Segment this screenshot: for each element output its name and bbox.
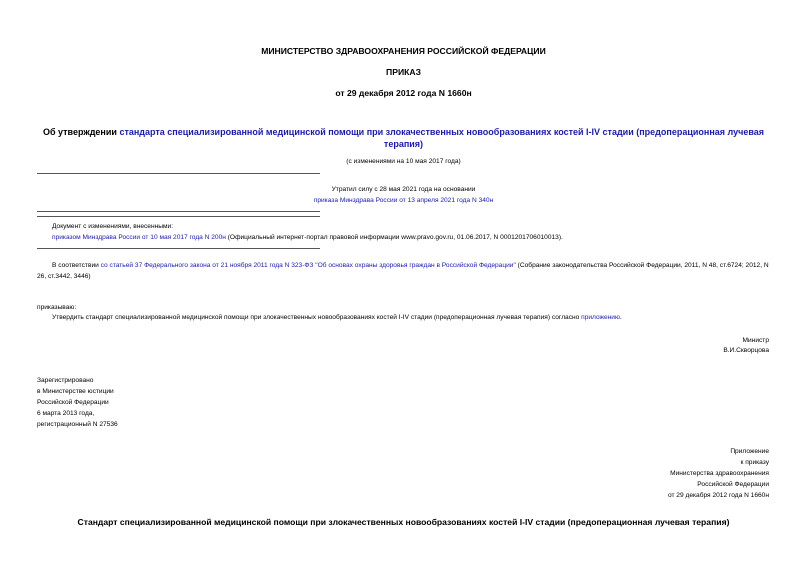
- preamble-tail: (Собрание законодательства Российской Федерации, 2011, N 48, ст.6724; 2012, N 26, ст.3442, 3446): [37, 262, 769, 280]
- divider: [37, 248, 320, 249]
- preamble-paragraph: [37, 260, 775, 282]
- order-text: Утвердить стандарт специализированной медицинской помощи при злокачественных новообразованиях костей I-IV стадии (предоперационная лучевая терапия) согласно: [52, 314, 582, 321]
- title-standard-link[interactable]: стандарта специализированной медицинской помощи при злокачественных новообразованиях костей I-IV стадии (предоперационная лучевая терапия): [119, 127, 765, 149]
- appendix-link[interactable]: приложению: [581, 314, 620, 321]
- changes-label: Документ с изменениями, внесенными:: [52, 223, 174, 230]
- changes-order-link[interactable]: приказом Минздрава России от 10 мая 2017 года N 200н: [52, 234, 226, 241]
- title-prefix: Об утверждении: [42, 127, 120, 137]
- registration-line: 6 марта 2013 года,: [37, 410, 95, 417]
- preamble-lead: В соответствии: [52, 262, 101, 269]
- signature-position: Министр: [742, 337, 769, 344]
- changes-tail: (Официальный интернет-портал правовой информации www.pravo.gov.ru, 01.06.2017, N 0001201706010013).: [225, 234, 563, 241]
- registration-line: Российской Федерации: [37, 399, 109, 406]
- invalidated-link[interactable]: приказа Минздрава России от 13 апреля 2021 года N 340н: [313, 197, 494, 204]
- standard-title: Стандарт специализированной медицинской помощи при злокачественных новообразованиях костей I-IV стадии (предоперационная лучевая терапия): [77, 517, 730, 527]
- signature-name: В.И.Скворцова: [723, 347, 769, 354]
- registration-line: Зарегистрировано: [37, 377, 94, 384]
- ministry-heading: МИНИСТЕРСТВО ЗДРАВООХРАНЕНИЯ РОССИЙСКОЙ ФЕДЕРАЦИИ: [261, 46, 546, 56]
- registration-line: регистрационный N 27536: [37, 421, 118, 428]
- order-label: приказываю:: [37, 304, 77, 311]
- appendix-line: Приложение: [730, 448, 769, 455]
- order-end: .: [619, 314, 622, 321]
- invalidated-text: Утратил силу с 28 мая 2021 года на основании: [331, 186, 476, 193]
- appendix-line: от 29 декабря 2012 года N 1660н: [667, 492, 769, 499]
- divider: [37, 211, 320, 212]
- amendments-note: (с изменениями на 10 мая 2017 года): [346, 158, 461, 165]
- law-link[interactable]: со статьей 37 Федерального закона от 21 ноября 2011 года N 323-ФЗ "Об основах охраны здоровья граждан в Российской Федерации": [100, 262, 516, 269]
- appendix-line: Министерства здравоохранения: [670, 470, 769, 477]
- document-title: [30, 126, 777, 150]
- appendix-line: к приказу: [740, 459, 769, 466]
- appendix-block: [668, 446, 769, 501]
- order-paragraph: [52, 312, 792, 323]
- changes-line: [52, 232, 792, 243]
- doc-type-heading: ПРИКАЗ: [386, 67, 421, 77]
- divider: [37, 173, 320, 174]
- registration-line: в Министерстве юстиции: [37, 388, 114, 395]
- doc-date-number: от 29 декабря 2012 года N 1660н: [335, 88, 472, 98]
- divider: [37, 216, 320, 217]
- appendix-line: Российской Федерации: [697, 481, 769, 488]
- registration-block: [37, 375, 118, 430]
